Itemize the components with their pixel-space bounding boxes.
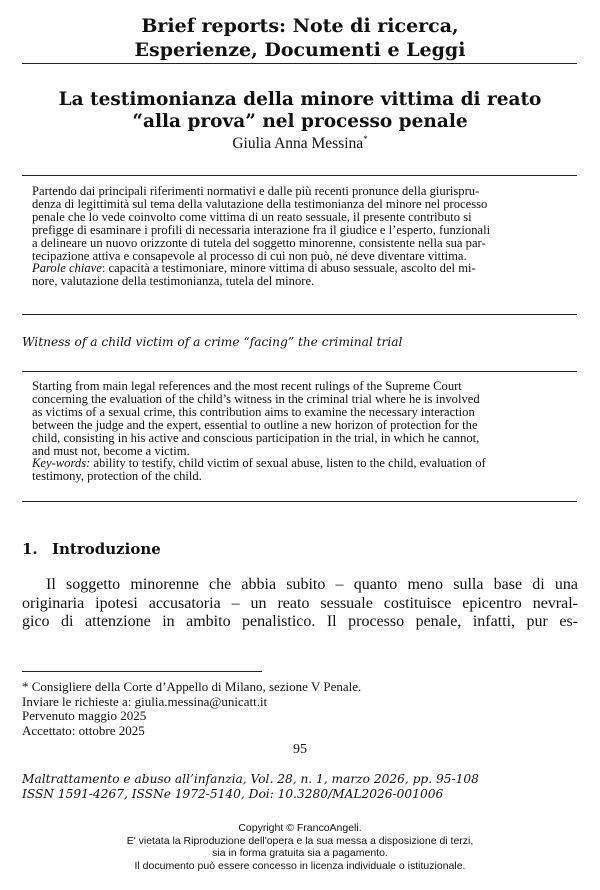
section-title: Introduzione xyxy=(52,540,161,558)
abstract-english xyxy=(32,380,572,483)
abstract-line: penale che lo vede coinvolto come vittima di un reato sessuale, il presente contributo si xyxy=(32,209,472,224)
abstract-line: denza di legittimità sul tema della valutazione della testimonianza del minore nel processo xyxy=(32,196,488,211)
section-header-line2: Esperienze, Documenti e Leggi xyxy=(134,39,466,61)
abstract-bottom-rule xyxy=(22,314,577,315)
abstract-line: and must not, become a victim. xyxy=(32,443,190,458)
copyright-line: sia in forma gratuita sia a pagamento. xyxy=(212,847,388,860)
abstract-line: Starting from main legal references and the most recent rulings of the Supreme Court xyxy=(32,379,462,393)
body-line: originaria ipotesi accusatoria – un reato sessuale costituisce epicentro nevral- xyxy=(22,594,578,612)
author-line xyxy=(0,134,600,153)
keywords-label: Parole chiave xyxy=(32,261,102,276)
copyright-line: E' vietata la Riproduzione dell'opera e la sua messa a disposizione di terzi, xyxy=(126,834,474,847)
keywords-italian-cont: nore, valutazione della testimonianza, tutela del minore. xyxy=(32,274,315,289)
abstract-line: child, consisting in his active and conscious participation in the trial, in which he cannot, xyxy=(32,430,480,445)
section-header-line1: Brief reports: Note di ricerca, xyxy=(141,15,459,37)
keywords-text: : capacità a testimoniare, minore vittima di abuso sessuale, ascolto del mi- xyxy=(101,261,476,276)
section-number: 1. xyxy=(22,540,38,558)
abstract-line: between the judge and the expert, essential to outline a new horizon of protection for the xyxy=(32,417,478,432)
abstract-line: prefigge di esaminare i profili di necessaria interazione fra il giudice e l’esperto, funzionali xyxy=(32,222,491,237)
copyright-line: Il documento può essere concesso in licenza individuale o istituzionale. xyxy=(134,860,466,873)
abstract-line: as victims of a sexual crime, this contribution aims to examine the necessary interaction xyxy=(32,404,475,419)
header-divider xyxy=(22,63,577,64)
footnote-contact: Inviare le richieste a: giulia.messina@unicatt.it xyxy=(22,693,268,709)
article-title-line2: “alla prova” nel processo penale xyxy=(132,111,468,132)
copyright-notice xyxy=(0,822,600,873)
author-footnote-mark: * xyxy=(363,134,368,144)
article-title xyxy=(0,89,600,133)
journal-line1: Maltrattamento e abuso all’infanzia, Vol. 28, n. 1, marzo 2026, pp. 95-108 xyxy=(22,772,479,786)
footnote-accepted: Accettato: ottobre 2025 xyxy=(22,722,145,738)
abstract-italian xyxy=(32,185,572,288)
footnote-received: Pervenuto maggio 2025 xyxy=(22,708,147,724)
footnote-affiliation: * Consigliere della Corte d’Appello di Milano, sezione V Penale. xyxy=(22,679,362,694)
footnote-rule xyxy=(22,671,262,672)
copyright-line: Copyright © FrancoAngeli. xyxy=(238,822,362,834)
keywords-label: Key-words: xyxy=(32,456,91,471)
article-title-line1: La testimonianza della minore vittima di reato xyxy=(58,89,542,110)
body-paragraph xyxy=(22,576,578,632)
abstract-line: tecipazione attiva e consapevole al processo di cui non può, né deve diventare vittima. xyxy=(32,248,467,263)
keywords-english-cont: testimony, protection of the child. xyxy=(32,469,202,484)
abstract-en-top-rule xyxy=(22,371,577,372)
keywords-text: ability to testify, child victim of sexual abuse, listen to the child, evaluation of xyxy=(90,456,486,471)
footnotes xyxy=(22,680,582,738)
abstract-en-bottom-rule xyxy=(22,501,577,502)
section-heading xyxy=(22,540,161,558)
english-title: Witness of a child victim of a crime “facing” the criminal trial xyxy=(22,335,403,349)
body-line: Il soggetto minorenne che abbia subito – quanto meno sulla base di una xyxy=(46,576,578,593)
page-number: 95 xyxy=(293,742,307,757)
abstract-top-rule xyxy=(22,175,577,176)
author-name: Giulia Anna Messina xyxy=(232,135,364,153)
body-line: gico di attenzione in ambito penalistico. Il processo penale, infatti, pur es- xyxy=(22,613,578,631)
abstract-line: a delineare un nuovo orizzonte di tutela del soggetto minorenne, consistente nella sua par- xyxy=(32,235,486,250)
journal-line2: ISSN 1591-4267, ISSNe 1972-5140, Doi: 10.3280/MAL2026-001006 xyxy=(22,787,444,801)
abstract-line: Partendo dai principali riferimenti normativi e dalle più recenti pronunce della giurispru- xyxy=(32,184,480,198)
section-header xyxy=(0,14,600,62)
journal-citation xyxy=(22,772,582,802)
abstract-line: concerning the evaluation of the child’s witness in the criminal trial where he is involved xyxy=(32,391,480,406)
